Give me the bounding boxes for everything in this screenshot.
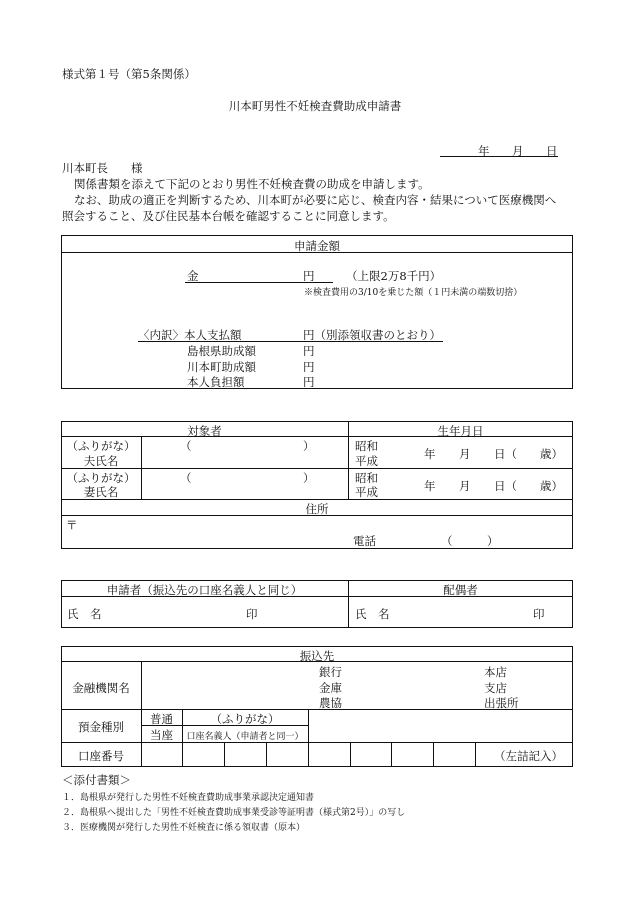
prefecture-subsidy-label: 島根県助成額	[187, 344, 256, 358]
husband-name-label: 夫氏名	[83, 454, 119, 468]
amount-kin: 金	[187, 269, 199, 283]
breakdown-note: 円（別添領収書のとおり）	[303, 328, 441, 342]
address-heading: 住所	[305, 502, 329, 516]
institution-label: 金融機関名	[72, 681, 130, 695]
self-burden-label: 本人負担額	[187, 375, 245, 389]
declaration-para-2a: なお、助成の適正を判断するため、川本町が必要に応じ、検査内容・結果について医療機関へ	[74, 193, 557, 207]
applicant-name-label: 氏 名	[67, 607, 102, 621]
holder-label: 口座名義人（申請者と同一）	[186, 732, 304, 742]
left-fill-note: （左詰記入）	[494, 749, 563, 763]
attachment-item: ３．医療機関が発行した男性不妊検査に係る領収書（原本）	[62, 823, 306, 833]
amount-limit: （上限2万8千円）	[346, 269, 442, 283]
application-form-page: 様式第１号（第5条関係） 川本町男性不妊検査費助成申請書 年 月 日 川本町長 様 関係書類を添えて下記のとおり男性不妊検査費の助成を申請します。 なお、助成の適正を判断するため、川本町が必要に応じ、検査内容・結果について医療機関へ 照会すること、及び住民基本台帳を確認することに同意します。 申請金額 金 円 （上限2万8千円） ※検査費用の3/10を乗じた額（１円未満の端数切捨） 〈内訳〉本人支払額 円（別添領収書のとおり） 島根県助成額 円 川本町助成額 円 本人負担額 円 対象者 生年月日 （ふりがな） 夫氏名 （ ） 昭和 平成 年 月 日（ 歳） （ふりがな） 妻氏名 （ ） 昭和 平成 年 月 日（ 歳） 住所 〒 電話 （ ） 申請者（振込先の口座名義人と同じ） 配偶者 氏 名 印 氏 名 印 振込先 金融機関名 銀行 金庫 農協 本店 支店 出張所 預金種別 普通 当座 （ふりがな） 口座名義人（申請者と同一） 口座番号 （左詰記入） ＜添付書類＞ １．島根県が発行した男性不妊検査費助成事業承認決定通知書 ２．島根県へ提出した「男性不妊検査費助成事業受診等証明書（様式第2号）」の写し ３．医療機関が発行した男性不妊検査に係る領収書（原本）	[0, 0, 630, 915]
date-day: 日	[546, 144, 558, 158]
town-subsidy-label: 川本町助成額	[187, 360, 256, 374]
addressee: 川本町長 様	[62, 161, 143, 175]
applicant-seal: 印	[246, 607, 258, 621]
attachment-item: １．島根県が発行した男性不妊検査費助成事業承認決定通知書	[62, 793, 315, 803]
futsu-option: 普通	[150, 712, 173, 726]
account-number-label: 口座番号	[78, 749, 124, 763]
phone-label: 電話	[353, 534, 376, 548]
spouse-heading: 配偶者	[443, 583, 478, 597]
attachment-item: ２．島根県へ提出した「男性不妊検査費助成事業受診等証明書（様式第2号）」の写し	[62, 808, 406, 818]
form-number: 様式第１号（第5条関係）	[62, 67, 196, 81]
birthdate-heading: 生年月日	[437, 424, 484, 438]
form-title: 川本町男性不妊検査費助成申請書	[228, 99, 402, 113]
account-type-label: 預金種別	[78, 720, 124, 734]
spouse-name-label: 氏 名	[355, 607, 390, 621]
declaration-para-1: 関係書類を添えて下記のとおり男性不妊検査費の助成を申請します。	[74, 177, 430, 191]
toza-option: 当座	[150, 728, 173, 742]
declaration-para-2b: 照会すること、及び住民基本台帳を確認することに同意します。	[62, 209, 395, 223]
breakdown-label: 〈内訳〉本人支払額	[138, 328, 242, 342]
amount-heading: 申請金額	[294, 239, 340, 253]
amount-note: ※検査費用の3/10を乗じた額（１円未満の端数切捨）	[304, 288, 523, 298]
wife-name-label: 妻氏名	[83, 485, 119, 499]
spouse-seal: 印	[533, 607, 545, 621]
subject-heading: 対象者	[187, 424, 222, 438]
date-month: 月	[512, 144, 524, 158]
applicant-heading: 申請者（振込先の口座名義人と同じ）	[106, 583, 303, 597]
attachments-heading: ＜添付書類＞	[62, 773, 131, 787]
amount-yen: 円	[303, 269, 315, 283]
date-underline	[440, 156, 558, 157]
date-year: 年	[478, 144, 490, 158]
postal-mark: 〒	[66, 518, 78, 532]
transfer-heading: 振込先	[299, 649, 335, 663]
amount-section	[61, 235, 573, 389]
